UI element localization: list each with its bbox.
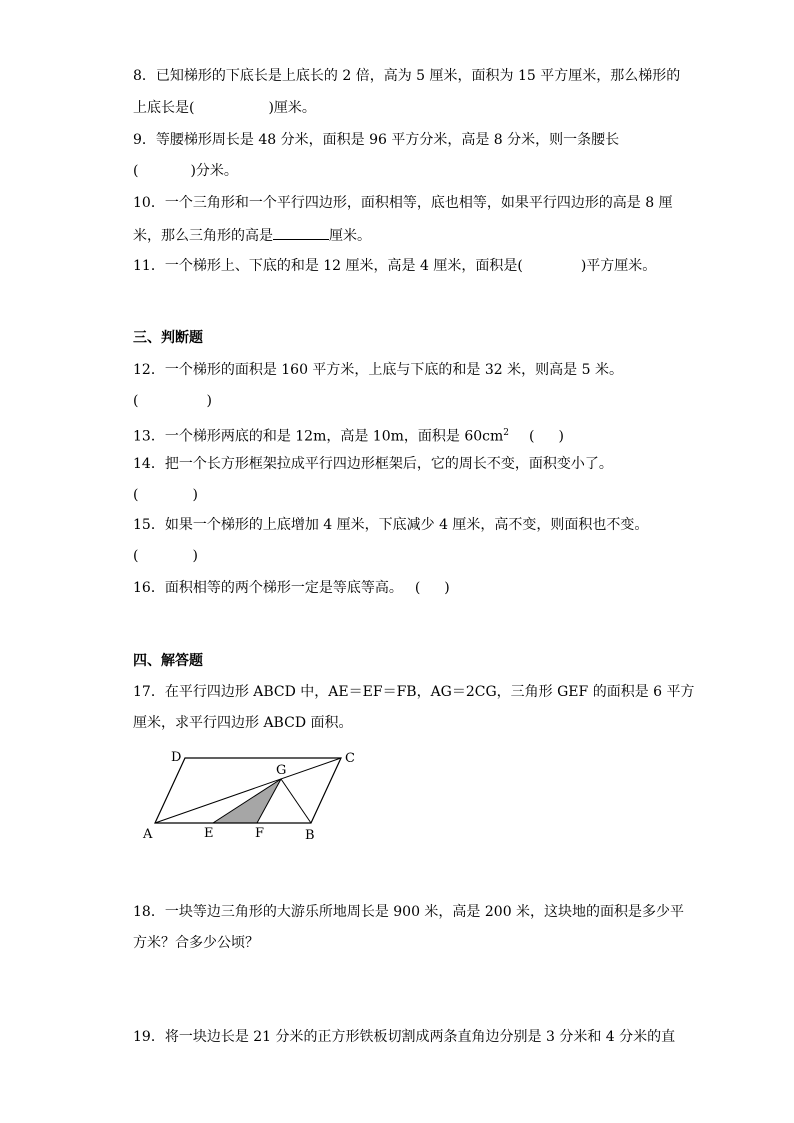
q18-line2: 方米？合多少公顷？	[133, 935, 259, 951]
label-a: A	[143, 827, 153, 842]
q14-line1: 14．把一个长方形框架拉成平行四边形框架后，它的周长不变，面积变小了。	[133, 456, 613, 472]
q9-line1: 9．等腰梯形周长是 48 分米，面积是 96 平方分米，高是 8 分米，则一条腰长	[133, 132, 620, 148]
q10-answer-blank[interactable]	[273, 225, 329, 240]
q11-post: )平方厘米。	[580, 258, 657, 274]
q8-line2	[133, 99, 316, 117]
q13-line: 13．一个梯形两底的和是 12m，高是 10m，面积是 $60cm^2$ ( )	[133, 428, 564, 445]
triangle-gef-shaded	[213, 779, 281, 823]
q17-line2: 厘米，求平行四边形 ABCD 面积。	[133, 715, 353, 731]
q12-paren: ( )	[133, 393, 212, 409]
q14-paren: ( )	[133, 487, 198, 503]
q11-line	[133, 257, 656, 275]
segment-gb	[281, 779, 311, 823]
q15-line1: 15．如果一个梯形的上底增加 4 厘米，下底减少 4 厘米，高不变，则面积也不变。	[133, 517, 649, 533]
q10-line2	[133, 225, 371, 245]
label-d: D	[171, 750, 182, 765]
q8-line2-post: )厘米。	[268, 100, 316, 116]
q17-parallelogram-figure	[130, 745, 370, 850]
q12-line1: 12．一个梯形的面积是 160 平方米，上底与下底的和是 32 米，则高是 5 米。	[133, 362, 623, 378]
q10-line2-pre: 米，那么三角形的高是	[133, 228, 273, 244]
q9-line2-pre: (	[133, 163, 139, 179]
label-c: C	[345, 751, 355, 766]
label-e: E	[204, 826, 214, 841]
q13-text: 13．一个梯形两底的和是 12m，高是 10m，面积是 60cm	[133, 428, 504, 445]
q10-line1: 10．一个三角形和一个平行四边形，面积相等，底也相等，如果平行四边形的高是 8 厘	[133, 195, 673, 211]
q10-line2-post: 厘米。	[329, 228, 371, 244]
q19-line1: 19．将一块边长是 21 分米的正方形铁板切割成两条直角边分别是 3 分米和 4 分米的直	[133, 1029, 676, 1045]
section4-heading: 四、解答题	[133, 653, 203, 669]
q8-line2-pre: 上底长是(	[133, 100, 195, 116]
q18-line1: 18．一块等边三角形的大游乐所地周长是 900 米，高是 200 米，这块地的面积是多少平	[133, 904, 685, 920]
section3-heading: 三、判断题	[133, 330, 203, 346]
q9-line2	[133, 162, 238, 180]
q15-paren: ( )	[133, 548, 198, 564]
label-f: F	[255, 826, 265, 841]
label-g: G	[276, 763, 287, 778]
label-b: B	[305, 828, 315, 843]
q16-line: 16．面积相等的两个梯形一定是等底等高。 ( )	[133, 580, 450, 596]
q16-text: 16．面积相等的两个梯形一定是等底等高。	[133, 580, 403, 596]
q17-line1: 17．在平行四边形 ABCD 中，AE＝EF＝FB，AG＝2CG，三角形 GEF 的面积是 6 平方	[133, 684, 695, 700]
q9-line2-post: )分米。	[190, 163, 238, 179]
q11-pre: 11．一个梯形上、下底的和是 12 厘米，高是 4 厘米，面积是(	[133, 258, 523, 274]
q8-line1: 8．已知梯形的下底长是上底长的 2 倍，高为 5 厘米，面积为 15 平方厘米，那么梯形的	[133, 68, 681, 84]
